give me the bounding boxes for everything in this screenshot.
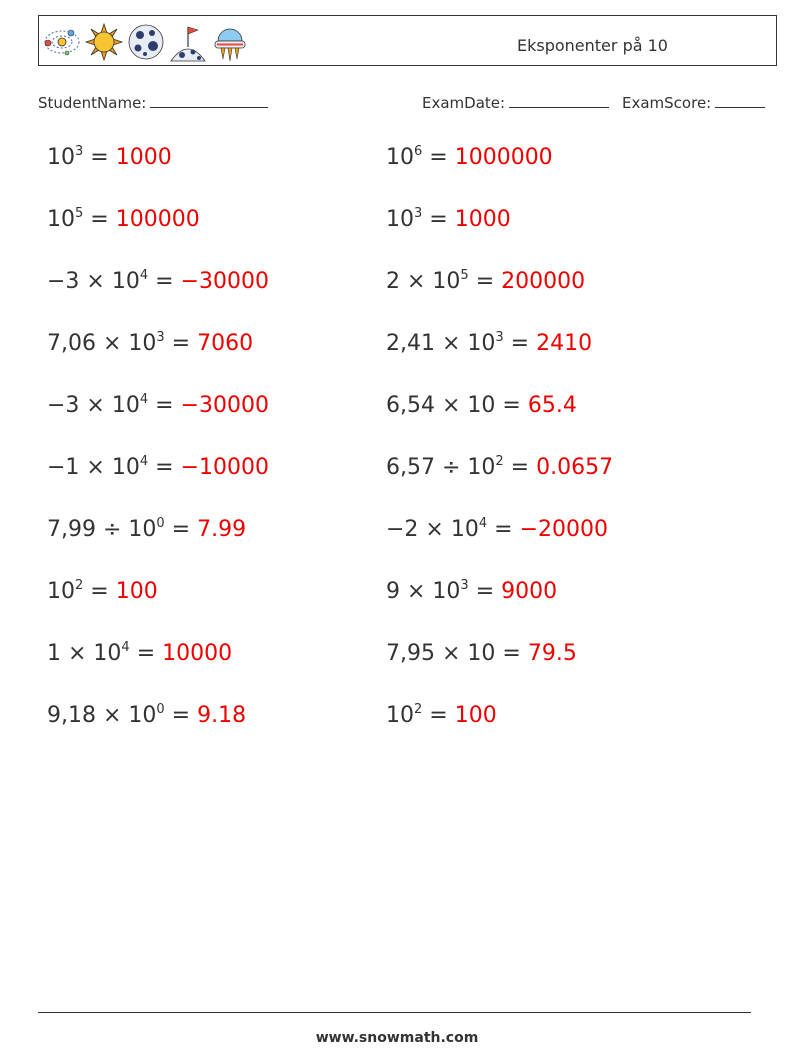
problem-right-5 (386, 393, 577, 418)
problem-exponent: 4 (478, 516, 488, 531)
solar-system-icon (43, 21, 81, 63)
problem-answer: 1000 (115, 145, 172, 170)
problem-base: 10 (432, 579, 461, 604)
exam-date-label: ExamDate: (422, 94, 506, 112)
problem-base: 10 (386, 207, 414, 232)
exam-score-blank[interactable] (715, 93, 765, 108)
problem-equals: = (148, 455, 181, 480)
problem-prefix: −1 × (47, 455, 112, 480)
problem-prefix: 9,18 × (47, 703, 129, 728)
problem-prefix: 2 × (386, 269, 433, 294)
problem-exponent: 4 (139, 268, 149, 283)
problem-equals: = (164, 517, 198, 542)
problem-base: 10 (111, 455, 140, 480)
exam-date-blank[interactable] (509, 93, 609, 108)
problem-answer: −30000 (180, 393, 269, 418)
problem-left-4 (47, 331, 253, 356)
problem-prefix: −2 × (386, 517, 451, 542)
problem-exponent: 4 (139, 392, 149, 407)
problem-left-1 (47, 145, 172, 170)
problem-equals: = (164, 331, 198, 356)
problem-exponent: 3 (414, 206, 423, 221)
problem-exponent: 3 (460, 578, 469, 593)
problem-answer: −10000 (180, 455, 269, 480)
problem-prefix: 7,95 × (386, 641, 468, 666)
problem-exponent: 3 (156, 330, 165, 345)
problem-exponent: 2 (75, 578, 84, 593)
problem-prefix: 7,99 ÷ (47, 517, 129, 542)
problem-base: 10 (467, 331, 496, 356)
problem-base: 10 (47, 145, 75, 170)
problem-exponent: 5 (460, 268, 469, 283)
problem-right-2 (386, 207, 511, 232)
problem-base: 10 (128, 331, 157, 356)
problem-base: 10 (467, 393, 496, 418)
problem-exponent: 3 (495, 330, 504, 345)
problem-left-9 (47, 641, 232, 666)
problem-exponent: 5 (75, 206, 84, 221)
problem-answer: 200000 (501, 269, 586, 294)
problem-answer: 9.18 (197, 703, 247, 728)
exam-date-field (422, 93, 609, 112)
problem-exponent: 3 (75, 144, 84, 159)
problem-exponent: 2 (414, 702, 423, 717)
problem-answer: 10000 (162, 641, 233, 666)
student-name-label: StudentName: (38, 94, 147, 112)
problem-left-6 (47, 455, 269, 480)
problem-equals: = (83, 207, 116, 232)
problem-equals: = (468, 579, 502, 604)
student-name-blank[interactable] (150, 93, 268, 108)
student-name-field (38, 93, 268, 112)
problem-left-3 (47, 269, 269, 294)
problem-answer: 0.0657 (536, 455, 614, 480)
problem-equals: = (495, 641, 528, 666)
problem-equals: = (164, 703, 198, 728)
problem-exponent: 6 (414, 144, 423, 159)
problem-prefix: 7,06 × (47, 331, 129, 356)
problem-exponent: 2 (495, 454, 504, 469)
problem-right-6 (386, 455, 613, 480)
problem-answer: 79.5 (527, 641, 577, 666)
problem-equals: = (503, 331, 537, 356)
problem-left-7 (47, 517, 246, 542)
footer-divider (38, 1012, 751, 1013)
problem-right-3 (386, 269, 585, 294)
header-icons (43, 21, 249, 63)
problem-equals: = (422, 703, 455, 728)
problem-equals: = (422, 145, 455, 170)
problem-right-8 (386, 579, 557, 604)
problem-base: 10 (432, 269, 461, 294)
problem-exponent: 0 (156, 702, 165, 717)
problem-prefix: −3 × (47, 269, 112, 294)
problem-exponent: 0 (156, 516, 165, 531)
problem-answer: 65.4 (527, 393, 577, 418)
exam-score-label: ExamScore: (622, 94, 712, 112)
problem-answer: 7.99 (197, 517, 247, 542)
problem-prefix: 1 × (47, 641, 94, 666)
problem-right-4 (386, 331, 592, 356)
problem-answer: 1000000 (454, 145, 553, 170)
moon-flag-icon (169, 21, 207, 63)
problem-equals: = (148, 269, 181, 294)
problem-equals: = (468, 269, 502, 294)
problem-left-10 (47, 703, 246, 728)
problem-prefix: −3 × (47, 393, 112, 418)
problem-equals: = (83, 145, 116, 170)
problem-left-8 (47, 579, 158, 604)
moon-icon (127, 21, 165, 63)
footer-site: www.snowmath.com (315, 1030, 479, 1046)
problem-answer: 100 (454, 703, 497, 728)
problem-equals: = (503, 455, 537, 480)
problem-base: 10 (467, 641, 496, 666)
problem-equals: = (422, 207, 455, 232)
problem-prefix: 6,54 × (386, 393, 468, 418)
problem-base: 10 (93, 641, 122, 666)
problem-base: 10 (450, 517, 479, 542)
problem-left-2 (47, 207, 200, 232)
exam-score-field (622, 93, 765, 112)
problem-exponent: 4 (139, 454, 149, 469)
problem-prefix: 6,57 ÷ (386, 455, 468, 480)
problem-answer: −20000 (519, 517, 608, 542)
problem-answer: 9000 (501, 579, 558, 604)
problem-base: 10 (47, 207, 75, 232)
spaceship-icon (211, 21, 249, 63)
problem-answer: −30000 (180, 269, 269, 294)
problem-base: 10 (128, 517, 157, 542)
problem-equals: = (495, 393, 528, 418)
problem-base: 10 (467, 455, 496, 480)
problem-prefix: 9 × (386, 579, 433, 604)
problem-right-7 (386, 517, 608, 542)
problem-answer: 100000 (115, 207, 200, 232)
problem-answer: 100 (115, 579, 158, 604)
problem-answer: 2410 (536, 331, 593, 356)
problem-answer: 7060 (197, 331, 254, 356)
problem-base: 10 (128, 703, 157, 728)
problem-equals: = (148, 393, 181, 418)
problem-base: 10 (47, 579, 75, 604)
problem-prefix: 2,41 × (386, 331, 468, 356)
sun-icon (85, 21, 123, 63)
problem-exponent: 4 (121, 640, 130, 655)
worksheet-title: Eksponenter på 10 (517, 36, 668, 55)
problem-base: 10 (111, 269, 140, 294)
problem-right-9 (386, 641, 577, 666)
problem-left-5 (47, 393, 269, 418)
problem-base: 10 (111, 393, 140, 418)
problem-equals: = (83, 579, 116, 604)
problem-answer: 1000 (454, 207, 511, 232)
worksheet-header (38, 15, 777, 66)
problem-equals: = (129, 641, 163, 666)
problem-base: 10 (386, 703, 414, 728)
problem-right-1 (386, 145, 553, 170)
problem-base: 10 (386, 145, 414, 170)
problem-right-10 (386, 703, 497, 728)
problem-equals: = (487, 517, 520, 542)
